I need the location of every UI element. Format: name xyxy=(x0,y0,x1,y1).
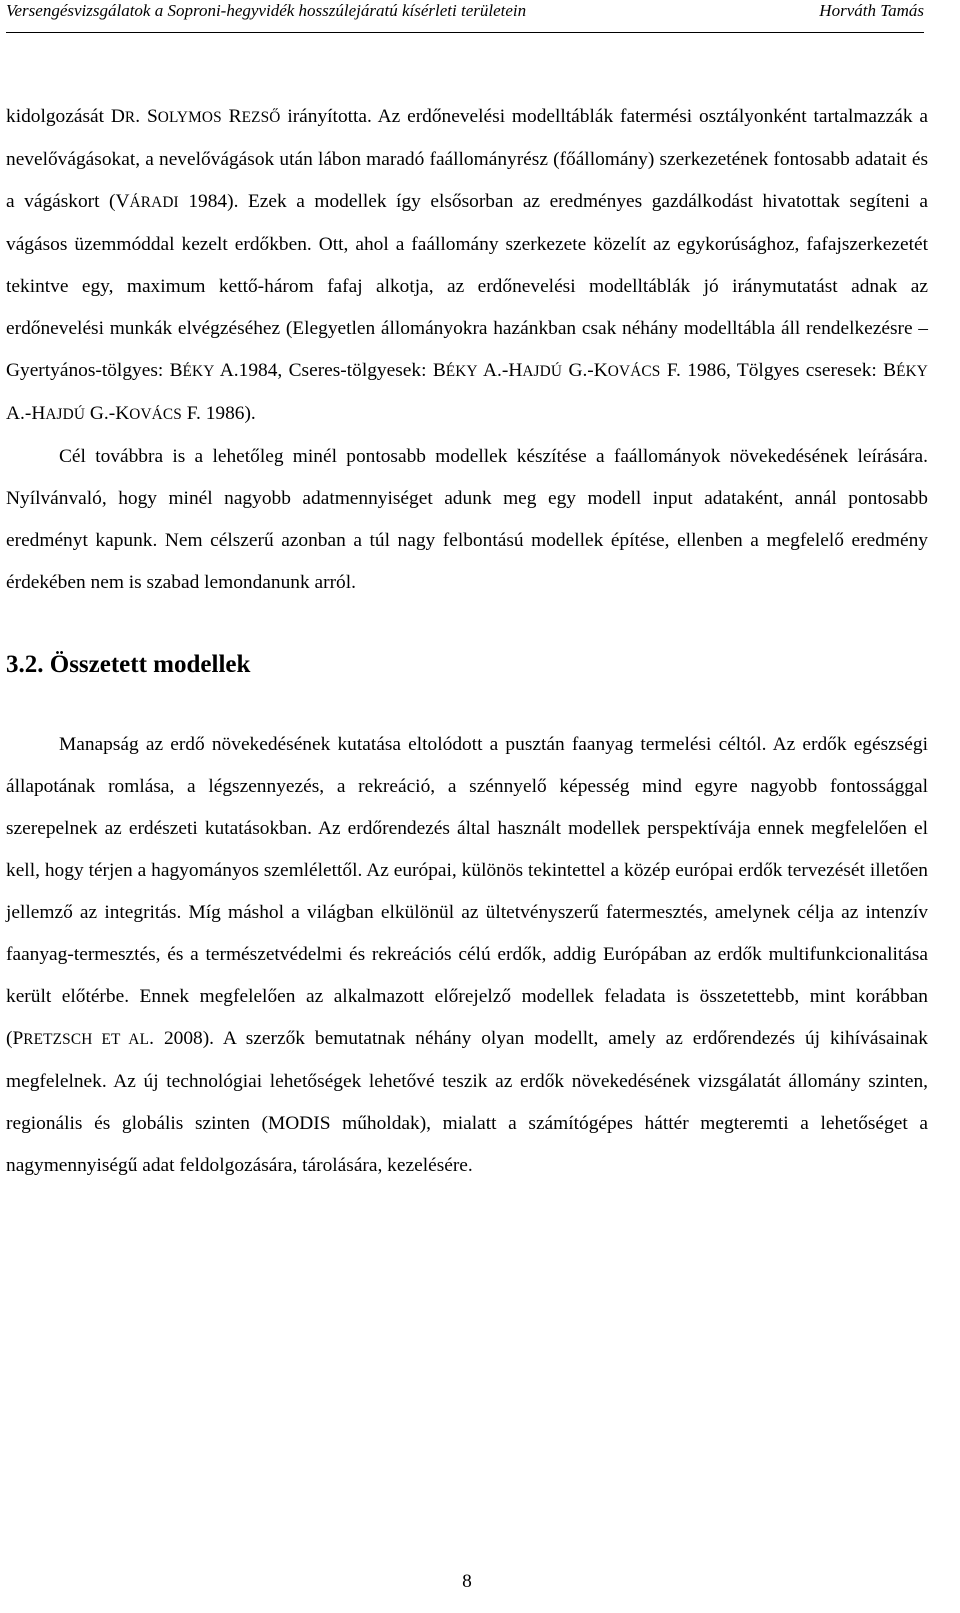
paragraph-cel: Cél továbbra is a lehetőleg minél pontosabb modellek készítése a faállományok növekedésének leírására. Nyílvánvaló, hogy minél nagyobb adatmennyiséget adunk meg egy modell input adataként, annál pontosabb eredményt kapunk. Nem célszerű azonban a túl nagy felbontású modellek építése, ellenben a megfelelő eredmény érdekében nem is szabad lemondanunk arról. xyxy=(6,446,928,593)
header-author: Horváth Tamás xyxy=(819,1,924,20)
paragraph-osszetett-modellek: Manapság az erdő növekedésének kutatása eltolódott a pusztán faanyag termelési céltól. Az erdők egészségi állapotának romlása, a légszennyezés, a rekreáció, a szénnyelő képesség mind egyre nagyobb fontossággal szerepelnek az erdészeti kutatásokban. Az erdőrendezés által használt modellek perspektívája ennek megfelelően el kell, hogy térjen a hagyományos szemlélettől. Az európai, különös tekintettel a közép európai erdők tervezését illetően jellemző az integritás. Míg máshol a világban elkülönül az ültetvényszerű fatermesztés, amelynek célja az intenzív faanyag-termesztés, és a természetvédelmi és rekreációs célú erdők, addig Európában az erdők multifunkcionalitása került előtérbe. Ennek megfelelően az alkalmazott előrejelző modellek feladata is összetettebb, mint korábban (PRETZSCH ET AL. 2008). A szerzők bemutatnak néhány olyan modellt, amely az erdőrendezés új kihívásainak megfelelnek. Az új technológiai lehetőségek lehetővé teszik az erdők növekedésének vizsgálatát állomány szinten, regionális és globális szinten (MODIS műholdak), mialatt a számítógépes háttér megteremti a lehetőséget a nagymennyiségű adat feldolgozására, tárolására, kezelésére. xyxy=(6,734,928,1176)
running-header xyxy=(6,0,924,33)
page-body xyxy=(6,96,928,1187)
page-number: 8 xyxy=(462,1571,472,1592)
paragraph-modelltablak: kidolgozását DR. SOLYMOS REZSŐ irányította. Az erdőnevelési modelltáblák fatermési osztályonként tartalmazzák a nevelővágásokat, a nevelővágások után lábon maradó faállományrész (főállomány) szerkezetének fontosabb adatait és a vágáskort (VÁRADI 1984). Ezek a modellek így elsősorban az eredményes gazdálkodást hivatottak segíteni a vágásos üzemmóddal kezelt erdőkben. Ott, ahol a faállomány szerkezete közelít az egykorúsághoz, fafajszerkezetét tekintve egy, maximum kettő-három fafaj alkotja, az erdőnevelési modelltáblák jó iránymutatást adnak az erdőnevelési munkák elvégzéséhez (Elegyetlen állományokra hazánkban csak néhány modelltábla áll rendelkezésre – Gyertyános-tölgyes: BÉKY A.1984, Cseres-tölgyesek: BÉKY A.-HAJDÚ G.-KOVÁCS F. 1986, Tölgyes cseresek: BÉKY A.-HAJDÚ G.-KOVÁCS F. 1986). xyxy=(6,106,929,424)
header-document-title: Versengésvizsgálatok a Soproni-hegyvidék hosszúlejáratú kísérleti területein xyxy=(6,1,527,20)
section-heading: 3.2. Összetett modellek xyxy=(6,651,251,678)
